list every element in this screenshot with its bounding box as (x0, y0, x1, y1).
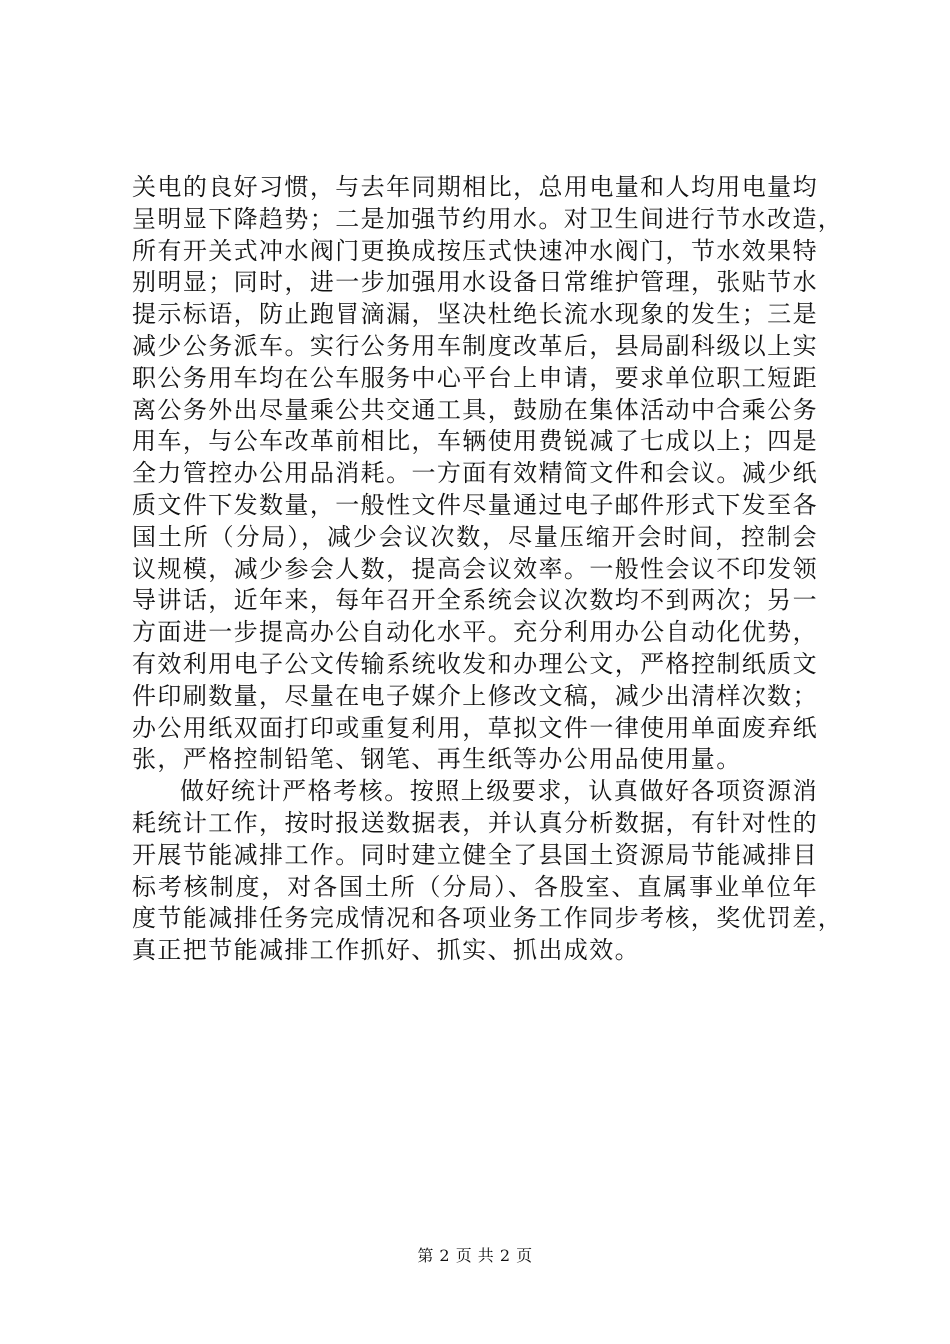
text-line: 用车，与公车改革前相比，车辆使用费锐减了七成以上；四是 (132, 427, 818, 456)
text-line: 职公务用车均在公车服务中心平台上申请，要求单位职工短距 (132, 363, 818, 392)
text-line: 导讲话，近年来，每年召开全系统会议次数均不到两次；另一 (132, 586, 818, 615)
text-line: 件印刷数量，尽量在电子媒介上修改文稿，减少出清样次数； (132, 681, 818, 710)
text-line: 做好统计严格考核。按照上级要求，认真做好各项资源消 (180, 777, 818, 806)
text-line: 全力管控办公用品消耗。一方面有效精简文件和会议。减少纸 (132, 459, 818, 488)
page-number-footer: 第 2 页 共 2 页 (417, 1246, 533, 1265)
text-line: 方面进一步提高办公自动化水平。充分利用办公自动化优势， (132, 618, 818, 647)
text-line: 离公务外出尽量乘公共交通工具，鼓励在集体活动中合乘公务 (132, 395, 818, 424)
text-line: 质文件下发数量，一般性文件尽量通过电子邮件形式下发至各 (132, 490, 818, 519)
text-line: 度节能减排任务完成情况和各项业务工作同步考核，奖优罚差， (132, 904, 844, 933)
text-line: 减少公务派车。实行公务用车制度改革后，县局副科级以上实 (132, 331, 818, 360)
text-line: 提示标语，防止跑冒滴漏，坚决杜绝长流水现象的发生；三是 (132, 300, 818, 329)
text-line: 关电的良好习惯，与去年同期相比，总用电量和人均用电量均 (132, 173, 818, 201)
text-line: 议规模，减少参会人数，提高会议效率。一般性会议不印发领 (132, 554, 818, 583)
text-line: 呈明显下降趋势；二是加强节约用水。对卫生间进行节水改造， (132, 204, 844, 233)
text-line: 所有开关式冲水阀门更换成按压式快速冲水阀门，节水效果特 (132, 236, 818, 265)
text-line: 办公用纸双面打印或重复利用，草拟文件一律使用单面废弃纸 (132, 713, 818, 742)
document-body (132, 172, 844, 967)
text-line: 真正把节能减排工作抓好、抓实、抓出成效。 (132, 936, 640, 965)
text-line: 耗统计工作，按时报送数据表，并认真分析数据，有针对性的 (132, 808, 818, 837)
text-line: 别明显；同时，进一步加强用水设备日常维护管理，张贴节水 (132, 268, 818, 297)
paragraph-1 (132, 172, 844, 776)
text-line: 标考核制度，对各国土所（分局）、各股室、直属事业单位年 (132, 872, 818, 901)
text-line: 开展节能减排工作。同时建立健全了县国土资源局节能减排目 (132, 840, 818, 869)
paragraph-2 (132, 776, 844, 967)
text-line: 有效利用电子公文传输系统收发和办理公文，严格控制纸质文 (132, 649, 818, 678)
text-line: 国土所（分局），减少会议次数，尽量压缩开会时间，控制会 (132, 522, 818, 551)
text-line: 张，严格控制铅笔、钢笔、再生纸等办公用品使用量。 (132, 745, 742, 774)
